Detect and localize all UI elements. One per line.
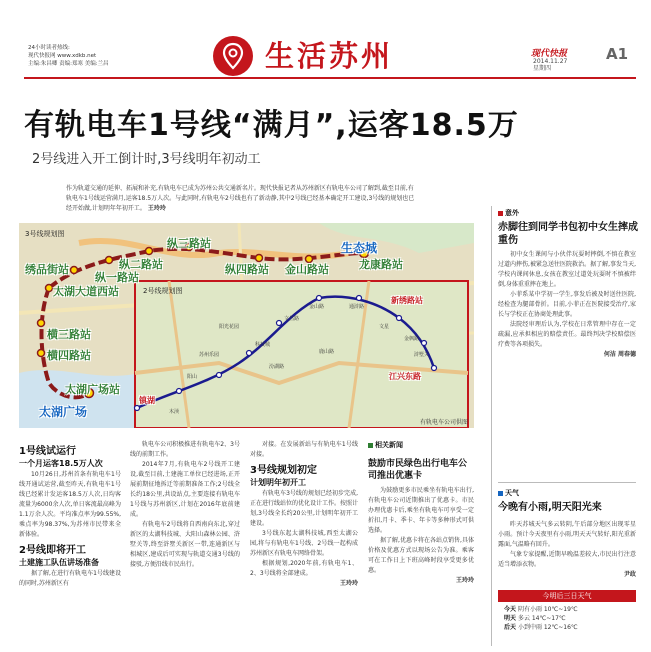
station-xinxiu: 新绣路站 [391, 296, 423, 305]
column-3 [250, 440, 358, 589]
station-hengsan: 横三路站 [47, 328, 91, 341]
inner-station-3: 文昌路 [284, 316, 300, 322]
station-taihu-west: 太湖大道西站 [53, 285, 119, 298]
column-4 [368, 458, 474, 586]
lead-text: 作为轨道交通的延伸、拓展和补充,有轨电车已成为苏州公共交通新名片。现代快报记者从苏州新区有轨电车公司了解到,截至目前,有轨电车1号线运营满月,运客18.5万人次。与此同时,有轨电车2号线也有了新动静,其中2号线已经基本确定开工建设,3号线的规划也已经开始做,计划明年年初开工。 [66, 185, 415, 212]
station-zonger: 纵二路站 [119, 258, 163, 271]
lead-byline: 王玲玲 [147, 205, 166, 212]
masthead-info [28, 44, 109, 68]
inner-station-6: 文星 [379, 324, 390, 330]
col3-paragraph-3: 3号线东起太湖科技城,西至太湖公园,将与有轨电车1号线、2号线一起构成苏州新区有轨电车网络骨架。 [250, 530, 358, 557]
col3-paragraph-1: 对接。在发展新站与有轨电车1号线对接。 [250, 441, 358, 458]
col3-byline: 王玲玲 [339, 580, 358, 587]
website-line[interactable]: 现代快报网 www.xdkb.net [28, 53, 97, 59]
route-map [19, 223, 474, 428]
inner-station-11: 阳光花园 [219, 324, 240, 330]
issue-date [533, 58, 567, 72]
col1-heading-2: 2号线即将开工 [19, 545, 86, 556]
station-zhenhu: 镇湖 [139, 396, 155, 405]
station-hengsi: 横四路站 [47, 349, 91, 362]
col3-paragraph-2: 有轨电车3号线的规划已经初步完成,正在进行线站位的优化设计工作。按照计划,3号线全长约20公里,计划明年初开工建设。 [250, 490, 359, 527]
side2-byline: 尹政 [623, 571, 636, 578]
col3-paragraph-4: 根据规划,2020年前,有轨电车1、2、3号线将全部建成。 [250, 560, 358, 577]
accident-label: 意外 [505, 209, 519, 217]
station-jiangxing: 江兴东路 [389, 372, 421, 381]
column-2 [130, 440, 240, 570]
col1-subheading: 一个月运客18.5万人次 [19, 459, 103, 468]
station-xiuping: 绣品街站 [25, 263, 69, 276]
map-credit: 有轨电车公司供图 [419, 419, 468, 426]
inner-station-12: 木渎 [169, 409, 180, 415]
date-text: 2014.11.27 [533, 58, 568, 65]
inner-station-1: 苏州乐园 [199, 352, 220, 358]
forecast-day: 今天 [504, 606, 517, 613]
inner-station-10: 鹿山路 [319, 349, 335, 355]
side1-paragraph-3: 法院经审理后认为,学校在日常管理中存在一定疏漏,应承担相应的赔偿责任。最终判决学校赔偿医疗费等各项损失。 [498, 321, 636, 348]
hotline-label: 24小时读者热线: [28, 45, 70, 51]
page-number: A1 [606, 45, 629, 63]
tag-square-icon [498, 211, 503, 216]
related-news-label: 相关新闻 [375, 441, 403, 449]
col4-paragraph-1: 为鼓励更多市民乘坐有轨电车出行,有轨电车公司近期推出了优惠卡。市民办理优惠卡后,乘坐有轨电车可享受一定折扣,月卡、季卡、年卡等多种形式可供选择。 [368, 487, 474, 534]
col2-paragraph-3: 有轨电车2号线将自西南向东北,穿过新区的太湖科技城、大阳山森林公园、浒墅关等,终至浒墅关新区一带,连通新区与相城区,建成后可实现与轨道交通3号线的接驳,方便沿线市民出行。 [130, 521, 240, 568]
forecast-text: 小到中雨 12℃~16℃ [517, 624, 578, 631]
side1-byline: 何洁 周春德 [603, 351, 636, 358]
column-1 [19, 445, 121, 589]
accident-tag [498, 208, 519, 218]
editors-line: 主编:朱昌卿 责编:郑寒 美编:兰昌 [28, 61, 109, 67]
col2-paragraph-1: 轨电车公司积极推进有轨电车2、3号线的前期工作。 [130, 441, 240, 458]
col2-paragraph-2: 2014年7月,有轨电车2号线开工建设,截至目前,土建施工单位已经进场,正开展前期征地拆迁等前期准备工作;2号线全长约18公里,共设站点,主要连接有轨电车1号线与苏州新区,计划在2016年底前建成。 [130, 461, 240, 518]
side1-heading: 赤脚往到同学书包初中女生摔成重伤 [498, 222, 638, 246]
forecast-row [504, 614, 578, 623]
headline: 有轨电车1号线“满月”,运客18.5万 [24, 108, 519, 143]
inner-station-5: 通浒路 [349, 304, 365, 310]
side1-body [498, 250, 636, 360]
col4-byline: 王玲玲 [455, 577, 474, 584]
col3-subheading: 计划明年初开工 [250, 478, 306, 487]
tag-square-icon [498, 491, 503, 496]
lead-paragraph [66, 184, 416, 214]
newspaper-brand: 现代快报 [531, 49, 568, 59]
forecast-day: 明天 [504, 615, 517, 622]
station-zongyi: 纵一路站 [95, 271, 139, 284]
col3-heading: 3号线规划初定 [250, 465, 317, 476]
side1-paragraph-2: 小菲系某中学初一学生,事发后被及时送往医院,经检查为腿部骨折。目前,小菲正在医院接受治疗,家长与学校正在协商处理此事。 [498, 291, 636, 318]
col1-paragraph-2: 据了解,在进行有轨电车1号线建设的同时,苏州新区有 [19, 570, 121, 587]
side2-paragraph-1: 昨天苏城天气多云转阴,午后部分地区出现零星小雨。预计今天夜里有小雨,明天天气转好,阳光重新露面,气温略有回升。 [498, 521, 636, 548]
column-divider [491, 206, 492, 646]
inner-station-9: 汾湖路 [269, 364, 285, 370]
line3-map-label: 3号线规划图 [25, 230, 65, 238]
station-taihu-square-end: 太湖广场 [39, 405, 88, 419]
forecast-day: 后天 [504, 624, 517, 631]
forecast-list [504, 605, 578, 632]
forecast-row [504, 623, 578, 632]
station-zongsan: 纵三路站 [167, 237, 211, 250]
col4-paragraph-2: 据了解,优惠卡将在各站点销售,具体价格及优惠方式以现场公告为准。乘客可在工作日上下班高峰时段享受更多优惠。 [368, 537, 474, 574]
masthead [0, 0, 651, 78]
station-taihu-square: 太湖广场站 [65, 383, 120, 396]
col4-heading: 鼓励市民绿色出行电车公司推出优惠卡 [368, 459, 468, 481]
inner-station-0: 阳山 [187, 374, 198, 380]
forecast-text: 多云 14℃~17℃ [517, 615, 566, 622]
side2-paragraph-2: 气象专家提醒,近期早晚温差较大,市民出行注意适当增添衣物。 [498, 551, 636, 568]
inner-station-8: 浒墅关 [414, 352, 430, 358]
location-pin-icon [213, 36, 253, 76]
weather-label: 天气 [505, 489, 519, 497]
weekday-text: 星期四 [533, 65, 552, 72]
related-news-tag [368, 440, 403, 450]
forecast-row [504, 605, 578, 614]
forecast-bar: 今明后三日天气 [498, 590, 636, 602]
masthead-rule [24, 77, 636, 79]
inner-station-7: 金枫路 [404, 336, 420, 342]
side2-heading: 今晚有小雨,明天阳光来 [498, 502, 602, 513]
station-longkang: 龙康路站 [359, 258, 403, 271]
inner-station-2: 科技城 [255, 342, 271, 348]
subheadline: 2号线进入开工倒计时,3号线明年初动工 [32, 152, 261, 167]
inner-station-4: 金山路 [309, 304, 325, 310]
forecast-text: 阴有小雨 10℃~19℃ [517, 606, 578, 613]
tag-square-icon [368, 443, 373, 448]
station-zongsi: 纵四路站 [225, 263, 269, 276]
col1-heading: 1号线试运行 [19, 446, 76, 457]
station-jinshan: 金山路站 [285, 263, 329, 276]
station-shengtai: 生态城 [341, 241, 378, 255]
col1-subheading-2: 土建施工队伍讲场准备 [19, 558, 99, 567]
line2-map-label: 2号线规划图 [143, 287, 183, 295]
side2-body [498, 520, 636, 580]
sidebar-divider [498, 482, 636, 483]
side1-paragraph-1: 初中女生课间与小伙伴玩耍时摔倒,不慎在教室过道内摔伤,被紧急送往医院救治。据了解,事发当天,学校内课间休息,女孩在教室过道处玩耍时不慎被绊倒,身体重重摔在地上。 [498, 251, 636, 288]
weather-tag [498, 488, 519, 498]
col1-paragraph-1: 10月26日,苏州首条有轨电车1号线开通试运营,截至昨天,有轨电车1号线已经累计发运客18.5万人次,日均客流量为6000余人次,单日客流最高峰为1.1万余人次。平均准点率为99.55%,乘点率为98.37%,为苏州市民带来全新体验。 [19, 471, 121, 538]
section-title: 生活苏州 [265, 39, 394, 73]
